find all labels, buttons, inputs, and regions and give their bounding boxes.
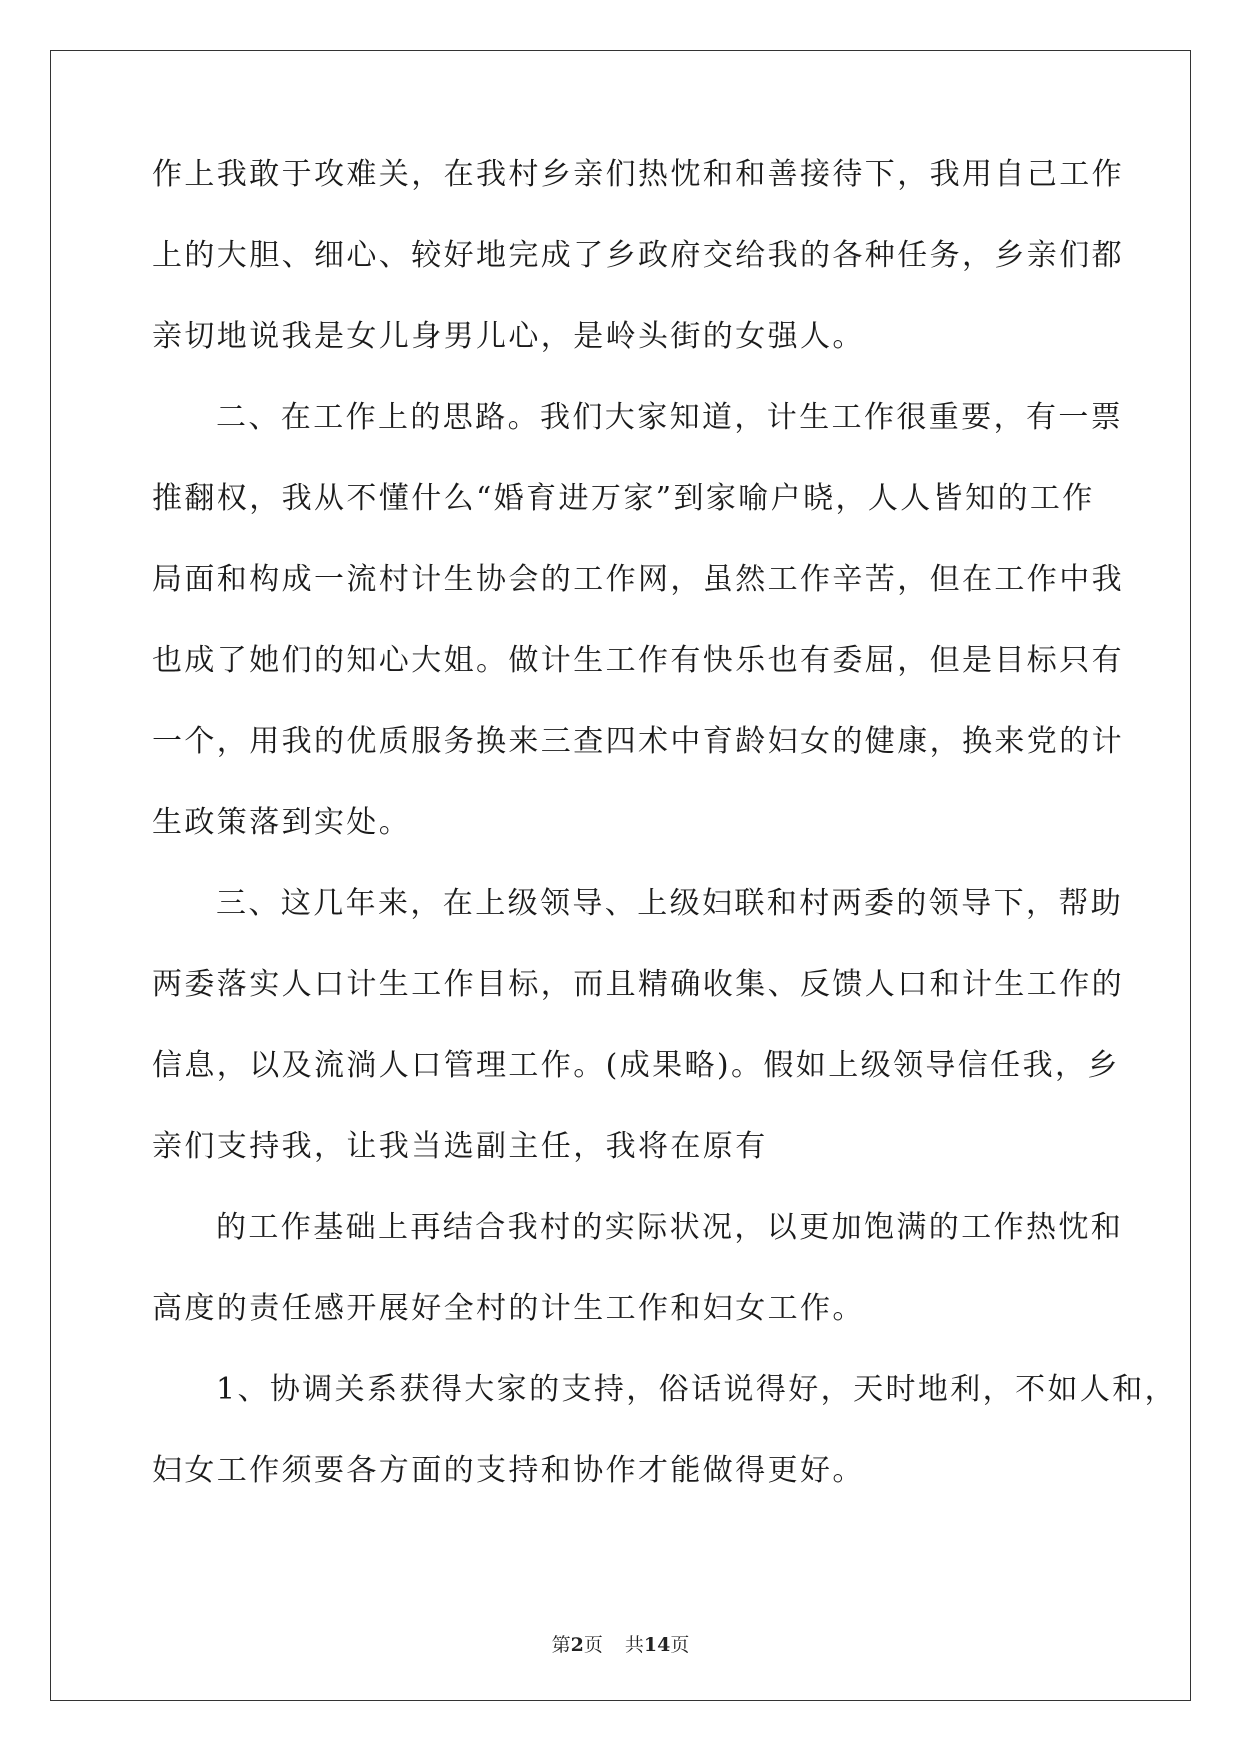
page-prefix: 第 [551, 1634, 571, 1656]
document-body [152, 157, 1178, 1537]
text-line-10: 三、这几年来，在上级领导、上级妇联和村两委的领导下，帮助 [216, 886, 1124, 921]
text-line-8: 一个，用我的优质服务换来三查四术中育龄妇女的健康，换来党的计 [152, 724, 1124, 759]
text-line-14: 的工作基础上再结合我村的实际状况，以更加饱满的工作热忱和 [216, 1210, 1124, 1245]
text-line-11: 两委落实人口计生工作目标，而且精确收集、反馈人口和计生工作的 [152, 967, 1124, 1002]
text-line-15: 高度的责任感开展好全村的计生工作和妇女工作。 [152, 1291, 865, 1326]
text-line-2: 上的大胆、细心、较好地完成了乡政府交给我的各种任务，乡亲们都 [152, 238, 1124, 273]
text-line-9: 生政策落到实处。 [152, 805, 412, 840]
text-line-4: 二、在工作上的思路。我们大家知道，计生工作很重要，有一票 [216, 400, 1124, 435]
total-suffix: 页 [670, 1634, 690, 1656]
text-line-17: 妇女工作须要各方面的支持和协作才能做得更好。 [152, 1453, 865, 1488]
text-line-13: 亲们支持我，让我当选副主任，我将在原有 [152, 1129, 768, 1164]
text-line-1: 作上我敢于攻难关，在我村乡亲们热忱和和善接待下，我用自己工作 [152, 157, 1124, 192]
page-footer [0, 1630, 1241, 1657]
total-prefix: 共 [624, 1634, 644, 1656]
page-suffix: 页 [583, 1634, 603, 1656]
text-line-6: 局面和构成一流村计生协会的工作网，虽然工作辛苦，但在工作中我 [152, 562, 1124, 597]
text-line-3: 亲切地说我是女儿身男儿心，是岭头街的女强人。 [152, 319, 865, 354]
text-line-16: 1、协调关系获得大家的支持，俗话说得好，天时地利，不如人和， [216, 1372, 1178, 1407]
text-line-5: 推翻权，我从不懂什么“婚育进万家”到家喻户晓，人人皆知的工作 [152, 481, 1095, 516]
text-line-7: 也成了她们的知心大姐。做计生工作有快乐也有委屈，但是目标只有 [152, 643, 1124, 678]
page-number: 2 [570, 1634, 584, 1656]
total-pages: 14 [643, 1634, 671, 1656]
text-line-12: 信息，以及流淌人口管理工作。(成果略)。假如上级领导信任我，乡 [152, 1048, 1120, 1083]
